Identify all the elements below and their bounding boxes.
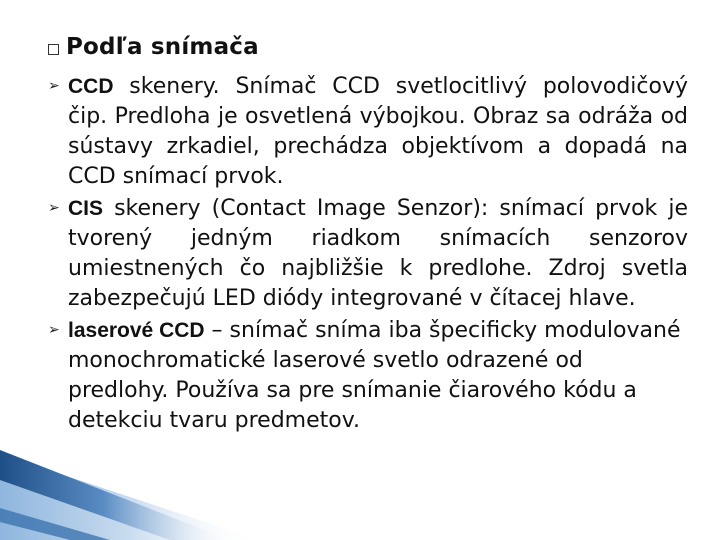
description: – snímač sníma iba špecificky modulované monochromatické laserové svetlo odrazené od predlohy. Používa sa pre snímanie čiarového kódu a detekciu tvaru predmetov. bbox=[68, 318, 681, 433]
decorative-wave bbox=[0, 450, 720, 540]
list-item-text bbox=[68, 194, 688, 314]
slide-content bbox=[48, 34, 688, 436]
keyword: laserové CCD bbox=[68, 319, 205, 342]
arrow-bullet-icon: ➢ bbox=[48, 78, 60, 94]
slide-heading: Podľa snímača bbox=[66, 34, 259, 60]
heading-row bbox=[48, 34, 688, 70]
list-item-laser-ccd bbox=[48, 316, 688, 436]
list-item-text bbox=[68, 72, 688, 192]
list-item-text bbox=[68, 316, 688, 436]
description: skenery (Contact Image Senzor): snímací prvok je tvorený jedným riadkom snímacích senzorov umiestnených čo najbližšie k predlohe. Zdroj svetla zabezpečujú LED diódy integrované v čítacej hlave. bbox=[68, 196, 688, 311]
list-item-cis bbox=[48, 194, 688, 314]
arrow-bullet-icon: ➢ bbox=[48, 200, 60, 216]
keyword: CIS bbox=[68, 197, 104, 220]
keyword: CCD bbox=[68, 75, 114, 98]
square-bullet-icon bbox=[48, 44, 59, 55]
description: skenery. Snímač CCD svetlocitlivý polovodičový čip. Predloha je osvetlená výbojkou. Obraz sa odráža od sústavy zrkadiel, prechádza objektívom a dopadá na CCD snímací prvok. bbox=[68, 74, 688, 189]
list-item-ccd bbox=[48, 72, 688, 192]
arrow-bullet-icon: ➢ bbox=[48, 322, 60, 338]
